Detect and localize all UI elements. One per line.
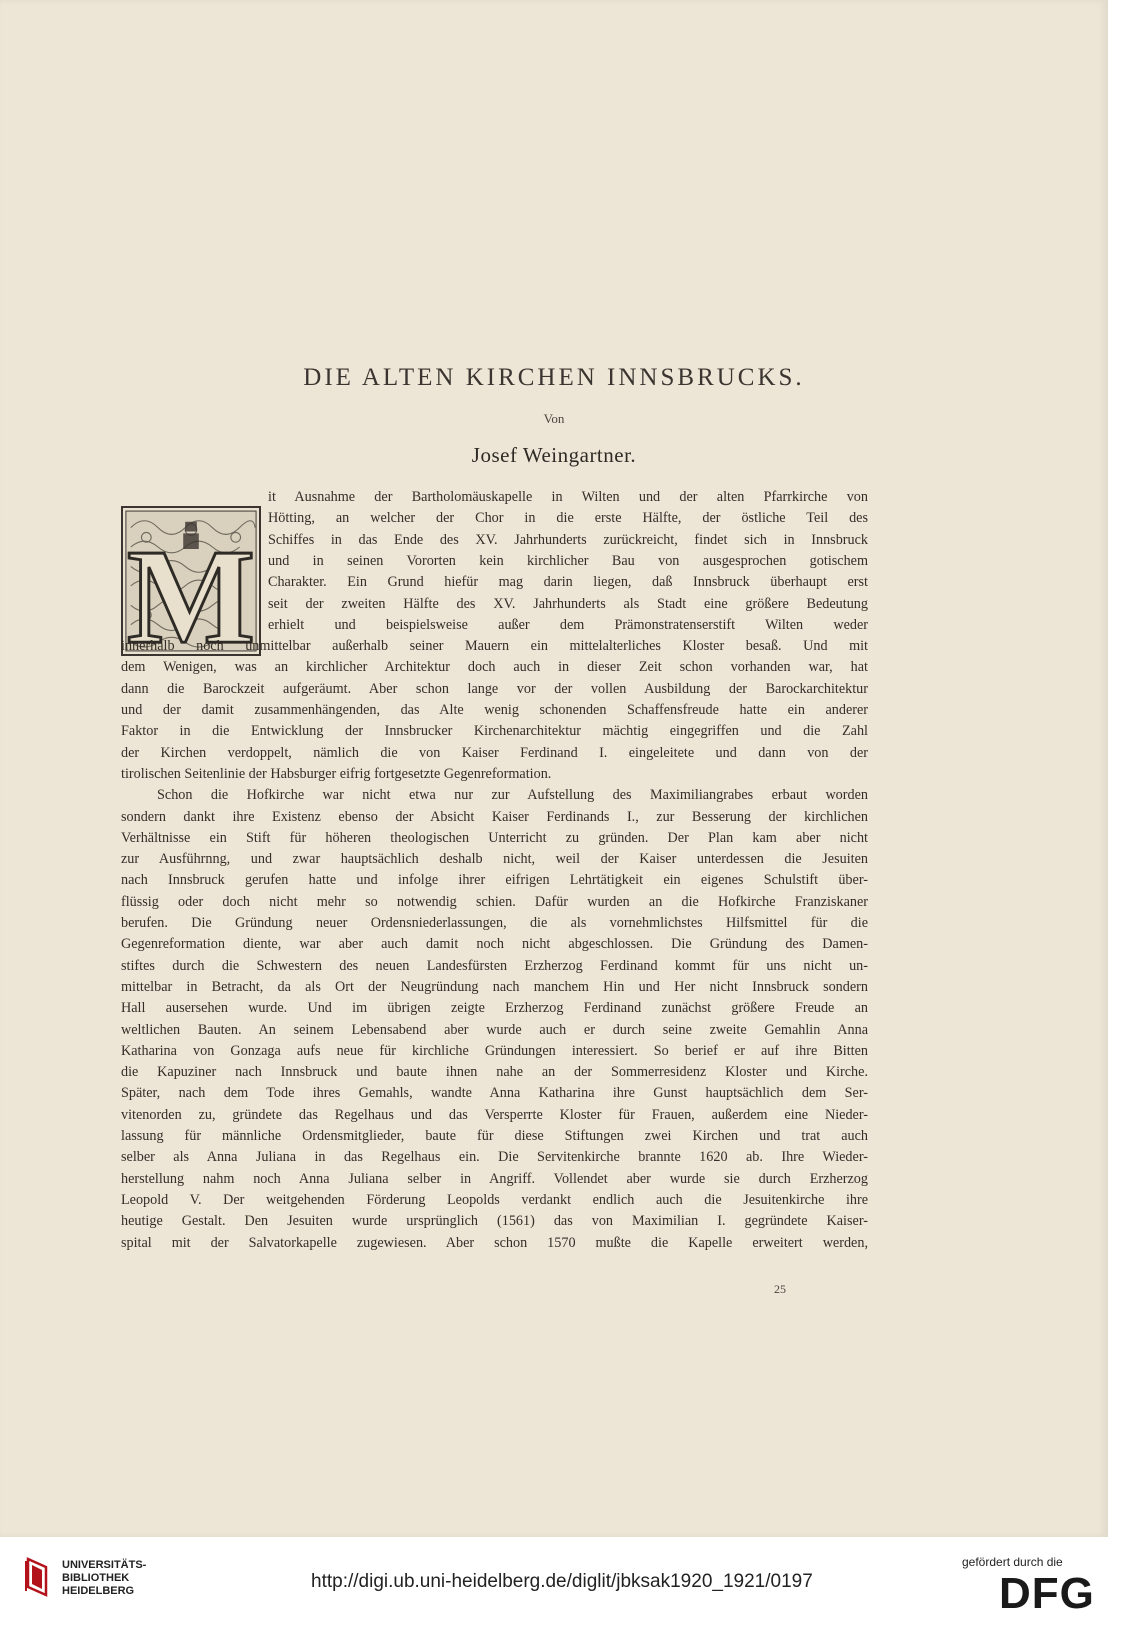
text-line: innerhalb noch unmittelbar außerhalb seiner Mauern ein mittelalterliches Kloster besaß. Und mit — [121, 638, 868, 655]
text-line: seit der zweiten Hälfte des XV. Jahrhunderts als Stadt eine größere Bedeutung — [268, 595, 868, 612]
library-line: UNIVERSITÄTS- — [62, 1559, 147, 1571]
library-line: BIBLIOTHEK — [62, 1572, 130, 1584]
text-line: it Ausnahme der Bartholomäuskapelle in Wilten und der alten Pfarrkirche von — [268, 489, 868, 505]
university-library-name — [62, 1559, 146, 1598]
permalink-url[interactable]: http://digi.ub.uni-heidelberg.de/diglit/jbksak1920_1921/0197 — [311, 1571, 813, 1592]
text-line: Hall ausersehen wurde. Und im übrigen zeigte Erzherzog Ferdinand zunächst größere Freude an — [121, 1000, 868, 1017]
text-line: tirolischen Seitenlinie der Habsburger eifrig fortgesetzte Gegenreformation. — [121, 765, 552, 782]
text-line: Gegenreformation diente, war aber auch damit noch nicht abgeschlossen. Die Gründung des Damen- — [121, 936, 868, 953]
text-line: lassung für männliche Ordensmitglieder, baute für diese Stiftungen zwei Kirchen und trat auch — [121, 1128, 868, 1144]
text-line: Schiffes in das Ende des XV. Jahrhunderts zurückreicht, findet sich in Innsbruck — [268, 531, 868, 548]
text-line: herstellung nahm noch Anna Juliana selber in Angriff. Vollendet aber wurde sie durch Erzherzog — [121, 1170, 868, 1187]
text-line: spital mit der Salvatorkapelle zugewiesen. Aber schon 1570 mußte die Kapelle erweitert werden, — [121, 1234, 868, 1251]
text-line: sondern dankt ihre Existenz ebenso der Absicht Kaiser Ferdinands I., zur Besserung der kirchlichen — [121, 808, 868, 825]
text-line: Katharina von Gonzaga aufs neue für kirchliche Gründungen interessiert. So berief er auf ihre Bitten — [121, 1042, 868, 1059]
page-number: 25 — [774, 1282, 786, 1296]
article-author: Josef Weingartner. — [471, 443, 637, 467]
text-line: dem Wenigen, was an kirchlicher Architektur doch auch in dieser Zeit schon vorhanden war, hat — [121, 659, 868, 676]
text-line: Faktor in die Entwicklung der Innsbrucker Kirchenarchitektur mächtig eingegriffen und die Zahl — [121, 723, 868, 740]
university-library-logo-icon — [22, 1555, 52, 1599]
text-line: nach Innsbruck gerufen hatte und infolge ihrer eifrigen Lehrtätigkeit ein eigenes Schulstift über- — [121, 872, 868, 889]
text-line: Charakter. Ein Grund hiefür mag darin liegen, daß Innsbruck überhaupt erst — [268, 574, 868, 591]
ornamental-initial-m-icon — [123, 508, 259, 654]
funding-label: gefördert durch die — [962, 1555, 1063, 1569]
text-line: Schon die Hofkirche war nicht etwa nur zur Aufstellung des Maximiliangrabes erbaut worden — [157, 787, 868, 804]
library-line: HEIDELBERG — [62, 1585, 135, 1597]
text-line: selber als Anna Juliana in das Regelhaus ein. Die Servitenkirche brannte 1620 ab. Ihre Wieder- — [121, 1149, 868, 1166]
byline-prefix: Von — [543, 411, 565, 426]
svg-text:M: M — [126, 522, 256, 654]
article-title: DIE ALTEN KIRCHEN INNSBRUCKS. — [303, 364, 805, 391]
text-line: der Kirchen verdoppelt, nämlich die von Kaiser Ferdinand I. eingeleitete und dann von der — [121, 744, 868, 761]
text-line: die Kapuziner nach Innsbruck und baute ihnen nahe an der Sommerresidenz Kloster und Kirche. — [121, 1064, 868, 1081]
text-line: Hötting, an welcher der Chor in die erste Hälfte, der östliche Teil des — [268, 510, 868, 527]
text-line: Leopold V. Der weitgehenden Förderung Leopolds verdankt endlich auch die Jesuitenkirche ihre — [121, 1191, 868, 1208]
text-line: und der damit zusammenhängenden, das Alte wenig schonenden Schaffensfreude hatte ein anderer — [121, 702, 868, 718]
text-line: flüssig oder doch nicht mehr so notwendig schien. Dafür wurden an die Hofkirche Franziskaner — [121, 893, 868, 910]
text-line: weltlichen Bauten. An seinem Lebensabend aber wurde auch er durch seine zweite Gemahlin Anna — [121, 1021, 868, 1038]
text-line: stiftes durch die Schwestern des neuen Landesfürsten Erzherzog Ferdinand kommt für uns nicht un- — [121, 957, 868, 974]
text-line: erhielt und beispielsweise außer dem Prämonstratenserstift Wilten weder — [268, 616, 868, 633]
dfg-logo: DFG — [999, 1569, 1095, 1618]
text-line: berufen. Die Gründung neuer Ordensniederlassungen, die als vornehmlichstes Hilfsmittel für die — [121, 915, 868, 931]
text-line: Später, nach dem Tode ihres Gemahls, wandte Anna Katharina ihre Gunst hauptsächlich dem Ser- — [121, 1085, 868, 1102]
ornamental-initial-m — [121, 506, 261, 656]
text-line: und in seinen Vororten kein kirchlicher Bau von ausgesprochen gotischem — [268, 552, 868, 569]
text-line: Verhältnisse ein Stift für höheren theologischen Unterricht zu gründen. Der Plan kam aber nicht — [121, 829, 868, 846]
page-edge — [1108, 0, 1123, 1537]
text-line: mittelbar in Betracht, da als Ort der Neugründung nach manchem Hin und Her nicht Innsbruck sondern — [121, 978, 868, 995]
text-line: vitenorden zu, gründete das Regelhaus und das Versperrte Kloster für Frauen, außerdem eine Nieder- — [121, 1106, 868, 1123]
text-line: dann die Barockzeit aufgeräumt. Aber schon lange vor der vollen Ausbildung der Barockarchitektur — [121, 680, 868, 697]
text-line: zur Ausführnng, und zwar hauptsächlich deshalb nicht, weil der Kaiser unterdessen die Jesuiten — [121, 851, 868, 868]
text-line: heutige Gestalt. Den Jesuiten wurde ursprünglich (1561) das von Maximilian I. gegründete Kaiser- — [121, 1213, 868, 1230]
